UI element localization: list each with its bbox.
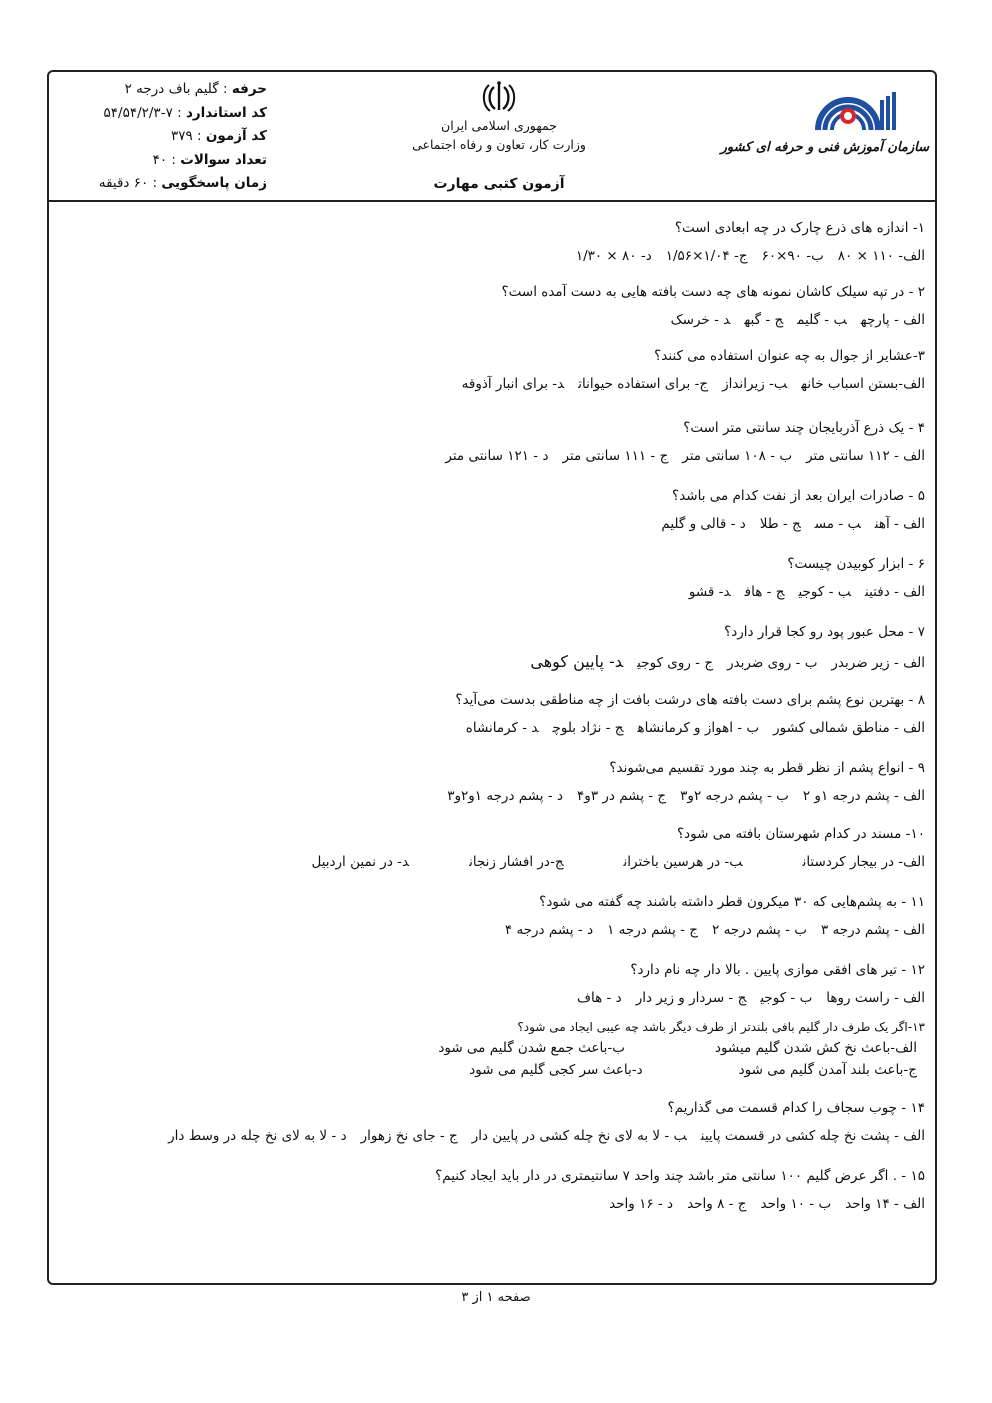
question-3 <box>448 348 925 392</box>
question-15 <box>435 1168 925 1212</box>
question-options: الف - ۱۴ واحدب - ۱۰ واحدج - ۸ واحدد - ۱۶ واحد <box>609 1196 925 1212</box>
question-stem: ۱- اندازه های ذرع چارک در چه ابعادی است؟ <box>674 220 925 236</box>
standard-code-row: کد استاندارد : ۷-۵۴/۵۴/۲/۳ <box>103 104 267 121</box>
exam-info <box>57 78 267 196</box>
question-14 <box>154 1100 925 1144</box>
question-4 <box>431 420 925 464</box>
question-options: الف - پشم درجه ۱و ۲ب - پشم درجه ۲و۳ج - پشم در ۳و۴د - پشم درجه ۱و۲و۳ <box>447 788 925 804</box>
question-12 <box>563 962 925 1006</box>
question-stem: ۱۵ - . اگر عرض گلیم ۱۰۰ سانتی متر باشد چند واحد ۷ سانتیمتری در دار باید ایجاد کنیم؟ <box>435 1168 925 1184</box>
question-options: الف - آهنب - مسج - طلاد - قالی و گلیم <box>661 516 925 532</box>
question-1 <box>562 220 925 264</box>
organization-name: سازمان آموزش فنی و حرفه ای کشور <box>720 140 929 155</box>
question-stem: ۱۳-اگر یک طرف دار گلیم بافی بلندتر از طرف دیگر باشد چه عیبی ایجاد می شود؟ <box>517 1020 925 1034</box>
organization-block <box>720 86 929 155</box>
question-9 <box>433 760 925 804</box>
question-stem: ۲ - در تپه سیلک کاشان نمونه های چه دست بافته هایی به دست آمده است؟ <box>501 284 925 300</box>
question-options: الف - راست روهاب - کوجیج - سردار و زیر دارد - هاف <box>576 990 925 1006</box>
question-6 <box>675 556 925 600</box>
iran-emblem-icon <box>480 80 518 114</box>
exam-header <box>49 72 935 202</box>
question-stem: ۶ - ابزار کوبیدن چیست؟ <box>787 556 925 572</box>
question-7 <box>516 624 925 671</box>
question-stem: ۸ - بهترین نوع پشم برای دست بافته های درشت بافت از چه مناطقی بدست می‌آید؟ <box>455 692 925 708</box>
question-stem: ۹ - انواع پشم از نظر قطر به چند مورد تقسیم می‌شوند؟ <box>609 760 925 776</box>
trade-row: حرفه : گلیم باف درجه ۲ <box>124 81 267 97</box>
answer-time-row: زمان پاسخگویی : ۶۰ دقیقه <box>98 175 267 191</box>
question-stem: ۱۴ - چوب سجاف را کدام قسمت می گذاریم؟ <box>667 1100 925 1116</box>
question-stem: ۱۱ - به پشم‌هایی که ۳۰ میکرون قطر داشته باشند چه گفته می شود؟ <box>539 894 925 910</box>
question-options: الف - زیر ضربدرب - روی ضربدرج - روی کوجید- پایین کوهی <box>530 652 925 671</box>
organization-logo-icon <box>808 86 900 132</box>
question-options: الف - پارچهب - گلیمج - گبهد - خرسک <box>670 312 925 328</box>
republic-name: جمهوری اسلامی ایران <box>441 118 557 133</box>
questions-area <box>49 202 935 1285</box>
question-8 <box>452 692 925 736</box>
ministry-block <box>379 80 619 192</box>
question-options: الف - مناطق شمالی کشورب - اهواز و کرمانشاهج - نژاد بلوچد - کرمانشاه <box>465 720 925 736</box>
question-stem: ۵ - صادرات ایران بعد از نفت کدام می باشد؟ <box>672 488 925 504</box>
question-options: الف - دفتینب - کوجیج - هافد- قشو <box>688 584 925 600</box>
ministry-name: وزارت کار، تعاون و رفاه اجتماعی <box>412 137 586 152</box>
question-options-row-2: ج-باعث بلند آمدن گلیم می شودد-باعث سر کجی گلیم می شود <box>469 1062 917 1078</box>
exam-title: آزمون کتبی مهارت <box>433 176 565 192</box>
question-stem: ۷ - محل عبور پود رو کجا قرار دارد؟ <box>724 624 925 640</box>
page-number: صفحه ۱ از ۳ <box>461 1290 531 1305</box>
question-options: الف- در بیجار کردستانب- در هرسین باخترانج-در افشار زنجاند- در نمین اردبیل <box>311 854 925 870</box>
question-stem: ۱۲ - تیر های افقی موازی پایین . بالا دار چه نام دارد؟ <box>630 962 925 978</box>
question-count-row: تعداد سوالات : ۴۰ <box>152 151 267 168</box>
question-options: الف - ۱۱۲ سانتی مترب - ۱۰۸ سانتی مترج - ۱۱۱ سانتی مترد - ۱۲۱ سانتی متر <box>445 448 925 464</box>
question-11 <box>491 894 925 938</box>
question-5 <box>647 488 925 532</box>
question-options-row-1: الف-باعث نخ کش شدن گلیم میشودب-باعث جمع شدن گلیم می شود <box>438 1040 917 1056</box>
exam-sheet-frame <box>47 70 937 1285</box>
question-stem: ۳-عشایر از جوال به چه عنوان استفاده می کنند؟ <box>654 348 925 364</box>
question-stem: ۱۰- مسند در کدام شهرستان بافته می شود؟ <box>677 826 925 842</box>
question-2 <box>502 284 926 328</box>
question-options: الف - پشم درجه ۳ب - پشم درجه ۲ج - پشم درجه ۱د - پشم درجه ۴ <box>504 922 925 938</box>
question-10 <box>297 826 925 870</box>
exam-code-row: کد آزمون : ۳۷۹ <box>171 128 267 144</box>
question-stem: ۴ - یک ذرع آذربایجان چند سانتی متر است؟ <box>683 420 925 436</box>
question-options: الف-بستن اسباب خانهب- زیراندازج- برای استفاده حیواناتد- برای انبار آذوقه <box>461 376 925 392</box>
question-13 <box>424 1020 925 1078</box>
question-options: الف- ۱۱۰ × ۸۰ب- ۹۰×۶۰ج- ۱/۰۴×۱/۵۶د- ۸۰ × ۱/۳۰ <box>575 248 925 264</box>
question-options: الف - پشت نخ چله کشی در قسمت پایینب - لا به لای نخ چله کشی در پایین دارج - جای نخ زهوارد - لا به لای نخ چله در وسط دار <box>168 1128 925 1144</box>
